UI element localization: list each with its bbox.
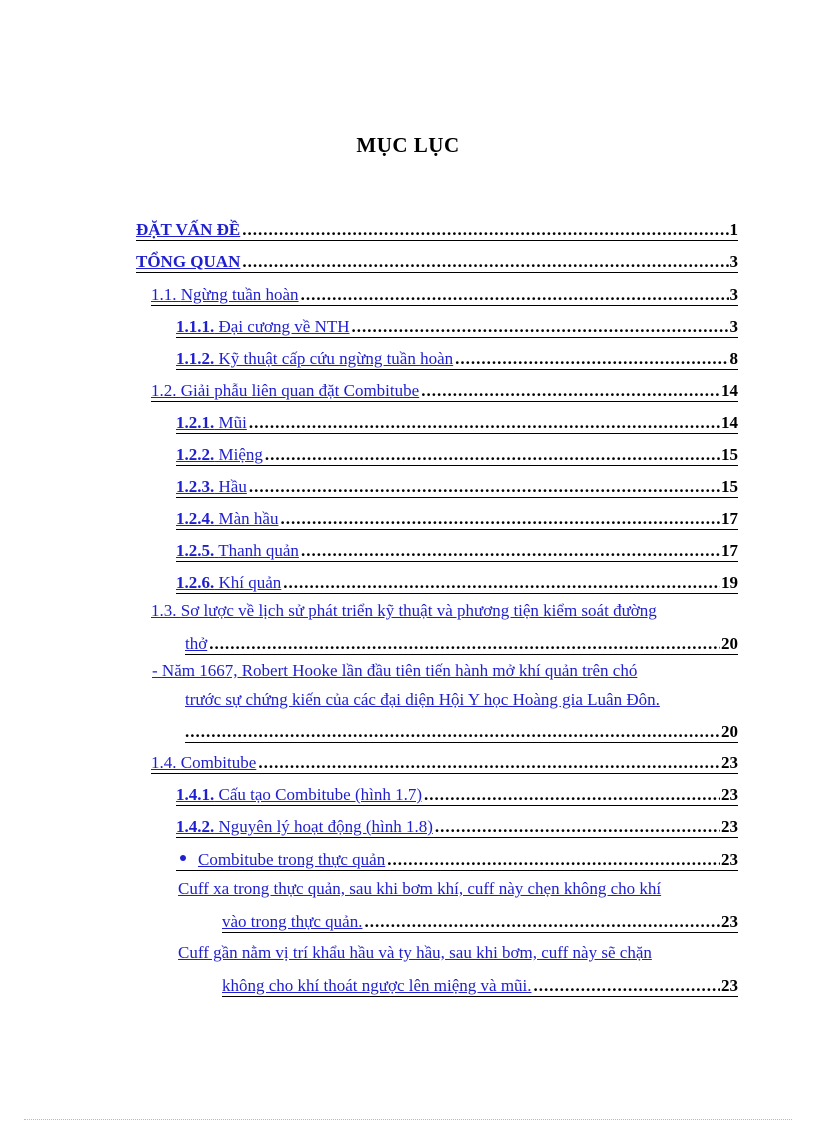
toc-text: Ngừng tuần hoàn (180, 285, 299, 304)
dot-leader (301, 541, 720, 561)
toc-entry-1-2-4[interactable] (176, 505, 738, 530)
dot-leader (387, 850, 720, 870)
toc-text: ĐẶT VẤN ĐỀ (136, 220, 241, 239)
dot-leader (242, 252, 728, 272)
toc-entry-1-2-6[interactable] (176, 569, 738, 594)
toc-text-cont[interactable]: thở (185, 634, 208, 653)
toc-text: TỔNG QUAN (136, 252, 241, 271)
page-bottom-rule (24, 1119, 792, 1120)
dot-leader (185, 722, 720, 742)
toc-page: 23 (721, 753, 738, 772)
toc-text-cont[interactable]: vào trong thực quản. (222, 912, 363, 931)
dot-leader (280, 509, 720, 529)
toc-num: 1.1.2. (176, 349, 215, 368)
dot-leader (209, 634, 720, 654)
toc-num: 1.1. (151, 285, 177, 304)
toc-entry-1-2[interactable] (151, 377, 738, 402)
dot-leader (455, 349, 728, 369)
toc-text: Sơ lược về lịch sử phát triển kỹ thuật và phương tiện kiểm soát đường (180, 601, 657, 620)
dot-leader (301, 285, 729, 305)
toc-entry-1-4-2[interactable] (176, 813, 738, 838)
dot-leader (534, 976, 720, 996)
toc-entry-1667-line1[interactable] (152, 661, 738, 681)
dot-leader (249, 477, 720, 497)
toc-entry-cuff-xa-line1[interactable] (178, 879, 730, 899)
toc-page: 1 (729, 220, 738, 239)
toc-num: 1.2.6. (176, 573, 215, 592)
toc-page: 19 (721, 573, 738, 592)
toc-page: 23 (721, 850, 738, 869)
toc-num: 1.2.1. (176, 413, 215, 432)
toc-num: 1.2.4. (176, 509, 215, 528)
toc-page: 17 (721, 541, 738, 560)
toc-num: 1.3. (151, 601, 177, 620)
toc-page: 15 (721, 477, 738, 496)
toc-page: 20 (721, 634, 738, 653)
toc-entry-1-1[interactable] (151, 281, 738, 306)
toc-text: Màn hầu (218, 509, 279, 528)
dot-leader (242, 220, 728, 240)
toc-text: Giải phẫu liên quan đặt Combitube (180, 381, 420, 400)
toc-entry-1-1-1[interactable] (176, 313, 738, 338)
toc-entry-1-4[interactable] (151, 749, 738, 774)
toc-entry-1-2-1[interactable] (176, 409, 738, 434)
toc-text: Cuff xa trong thực quản, sau khi bơm khí, cuff này chẹn không cho khí (178, 879, 662, 898)
toc-entry-1-2-3[interactable] (176, 473, 738, 498)
toc-text: Mũi (218, 413, 247, 432)
dot-leader (352, 317, 729, 337)
toc-entry-dat-van-de[interactable] (136, 216, 738, 241)
toc-text: Nguyên lý hoạt động (hình 1.8) (218, 817, 433, 836)
toc-entry-1-2-2[interactable] (176, 441, 738, 466)
dot-leader (435, 817, 720, 837)
toc-page: 23 (721, 817, 738, 836)
toc-page: 3 (729, 317, 738, 336)
toc-entry-1-1-2[interactable] (176, 345, 738, 370)
toc-page: 3 (729, 285, 738, 304)
toc-num: 1.2.3. (176, 477, 215, 496)
toc-entry-cuff-gan-line2[interactable] (222, 972, 738, 997)
toc-text: Combitube (180, 753, 257, 772)
toc-entry-1-3-line2[interactable] (185, 630, 738, 655)
toc-page: 23 (721, 976, 738, 995)
bullet-icon (180, 855, 186, 861)
toc-page: 20 (721, 722, 738, 741)
toc-page: 23 (721, 785, 738, 804)
toc-entry-1-4-1[interactable] (176, 781, 738, 806)
toc-text-cont: trước sự chứng kiến của các đại diện Hội Y học Hoàng gia Luân Đôn. (185, 690, 660, 709)
toc-entry-combitube-thuc-quan[interactable] (176, 846, 738, 871)
toc-num: 1.4.2. (176, 817, 215, 836)
dot-leader (421, 381, 720, 401)
toc-text: Cuff gần nằm vị trí khẩu hầu và ty hầu, sau khi bơm, cuff này sẽ chặn (178, 943, 652, 962)
toc-num: 1.1.1. (176, 317, 215, 336)
dot-leader (424, 785, 720, 805)
toc-entry-cuff-xa-line2[interactable] (222, 908, 738, 933)
toc-entry-1-2-5[interactable] (176, 537, 738, 562)
toc-num: 1.2.2. (176, 445, 215, 464)
toc-text: Miệng (218, 445, 263, 464)
toc-text: Đại cương về NTH (218, 317, 350, 336)
toc-entry-1667-line2[interactable] (185, 690, 738, 710)
toc-text: Kỹ thuật cấp cứu ngừng tuần hoàn (218, 349, 454, 368)
toc-text-cont[interactable]: không cho khí thoát ngược lên miệng và mũi. (222, 976, 532, 995)
toc-entry-1667-line3[interactable] (185, 718, 738, 743)
dot-leader (265, 445, 720, 465)
toc-num: 1.2. (151, 381, 177, 400)
toc-text: Khí quản (218, 573, 282, 592)
toc-text: Cấu tạo Combitube (hình 1.7) (218, 785, 423, 804)
toc-num: 1.2.5. (176, 541, 215, 560)
toc-page: 14 (721, 381, 738, 400)
toc-page: 14 (721, 413, 738, 432)
dot-leader (258, 753, 720, 773)
toc-page: 3 (729, 252, 738, 271)
toc-num: 1.4.1. (176, 785, 215, 804)
page-title: MỤC LỤC (356, 133, 460, 157)
toc-page: 23 (721, 912, 738, 931)
dot-leader (283, 573, 720, 593)
toc-text: Hầu (218, 477, 247, 496)
toc-page: 17 (721, 509, 738, 528)
toc-page: 15 (721, 445, 738, 464)
toc-page: 8 (729, 349, 738, 368)
toc-entry-tong-quan[interactable] (136, 248, 738, 273)
toc-entry-cuff-gan-line1[interactable] (178, 943, 720, 963)
toc-text: Combitube trong thực quản (198, 850, 386, 869)
toc-text: - Năm 1667, Robert Hooke lần đầu tiên tiến hành mở khí quản trên chó (152, 661, 638, 680)
dot-leader (249, 413, 720, 433)
dot-leader (364, 912, 720, 932)
toc-entry-1-3-line1[interactable] (151, 601, 738, 621)
toc-num: 1.4. (151, 753, 177, 772)
toc-text: Thanh quản (218, 541, 299, 560)
